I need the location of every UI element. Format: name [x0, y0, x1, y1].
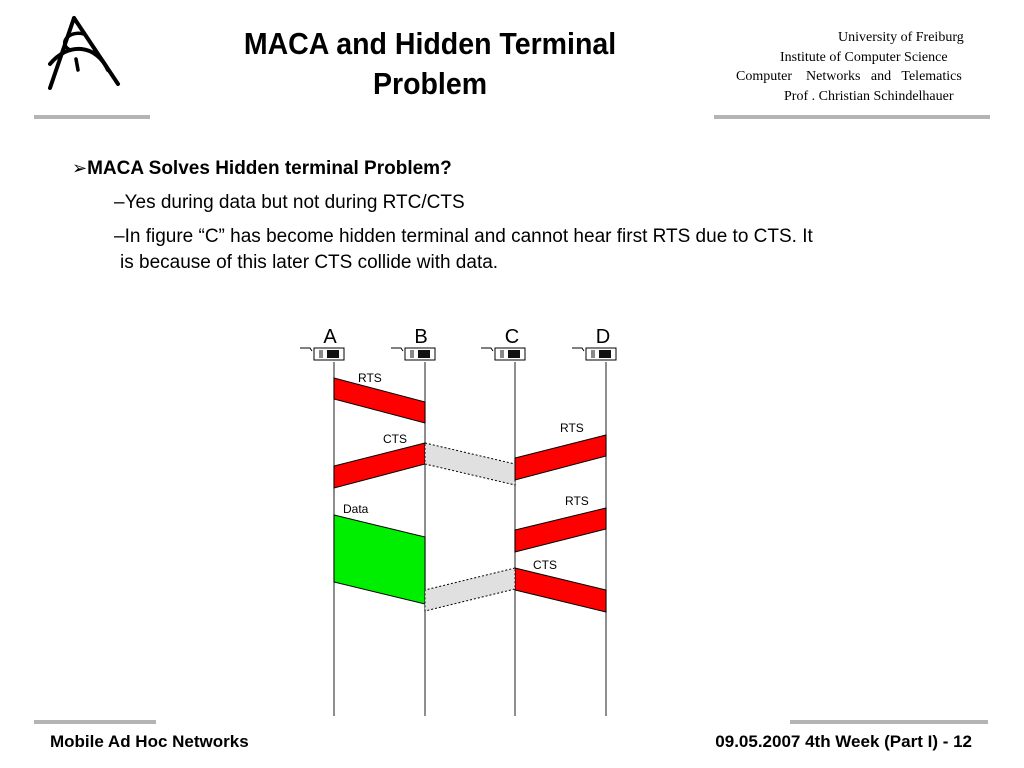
frame-cts-overheard-c-to-b	[425, 568, 515, 611]
footer-course-title: Mobile Ad Hoc Networks	[50, 732, 249, 751]
institute-line-1: University of Freiburg	[838, 30, 964, 45]
label-cts-b-to-a: CTS	[383, 432, 407, 446]
node-label-b: B	[414, 326, 428, 348]
frame-data-a-to-b	[334, 515, 425, 604]
label-cts-c-to-d: CTS	[533, 558, 557, 572]
laptop-icon-d	[572, 348, 616, 360]
laptop-icon-a	[300, 348, 344, 360]
bottom-left-rule	[34, 720, 156, 724]
institute-line-3: Computer Networks and Telematics	[736, 69, 962, 84]
node-label-a: A	[323, 326, 337, 348]
frame-cts-overheard-b-to-c	[425, 443, 515, 485]
bottom-right-rule	[790, 720, 988, 724]
laptop-icon-c	[481, 348, 525, 360]
label-rts-d-to-c: RTS	[560, 421, 584, 435]
frame-rts-d-to-c	[515, 435, 606, 480]
arrow-bullet-icon: ➢	[72, 158, 88, 178]
label-data-a-to-b: Data	[343, 502, 369, 516]
label-rts-a-to-b: RTS	[358, 371, 382, 385]
sub-bullet-2-line-1: –In figure “C” has become hidden terminal and cannot hear first RTS due to CTS. It	[114, 226, 813, 247]
sub-bullet-1: –Yes during data but not during RTC/CTS	[114, 192, 465, 213]
node-label-d: D	[595, 326, 611, 348]
title-line-1: MACA and Hidden Terminal	[243, 26, 617, 61]
institute-line-4: Prof . Christian Schindelhauer	[784, 88, 954, 104]
footer-date-page: 09.05.2007 4th Week (Part I) - 12	[715, 732, 972, 751]
frame-cts-b-to-a	[334, 443, 425, 488]
frame-rts-d-to-c-second	[515, 508, 606, 552]
sub-bullet-2-line-2: is because of this later CTS collide with data.	[120, 252, 499, 273]
node-label-c: C	[504, 326, 520, 348]
laptop-icon-b	[391, 348, 435, 360]
bullet-main-text: MACA Solves Hidden terminal Problem?	[87, 158, 452, 179]
label-rts-d-to-c-second: RTS	[565, 494, 589, 508]
frame-cts-c-to-d	[515, 568, 606, 612]
title-line-2: Problem	[372, 66, 488, 101]
institute-line-2: Institute of Computer Science	[780, 49, 948, 65]
